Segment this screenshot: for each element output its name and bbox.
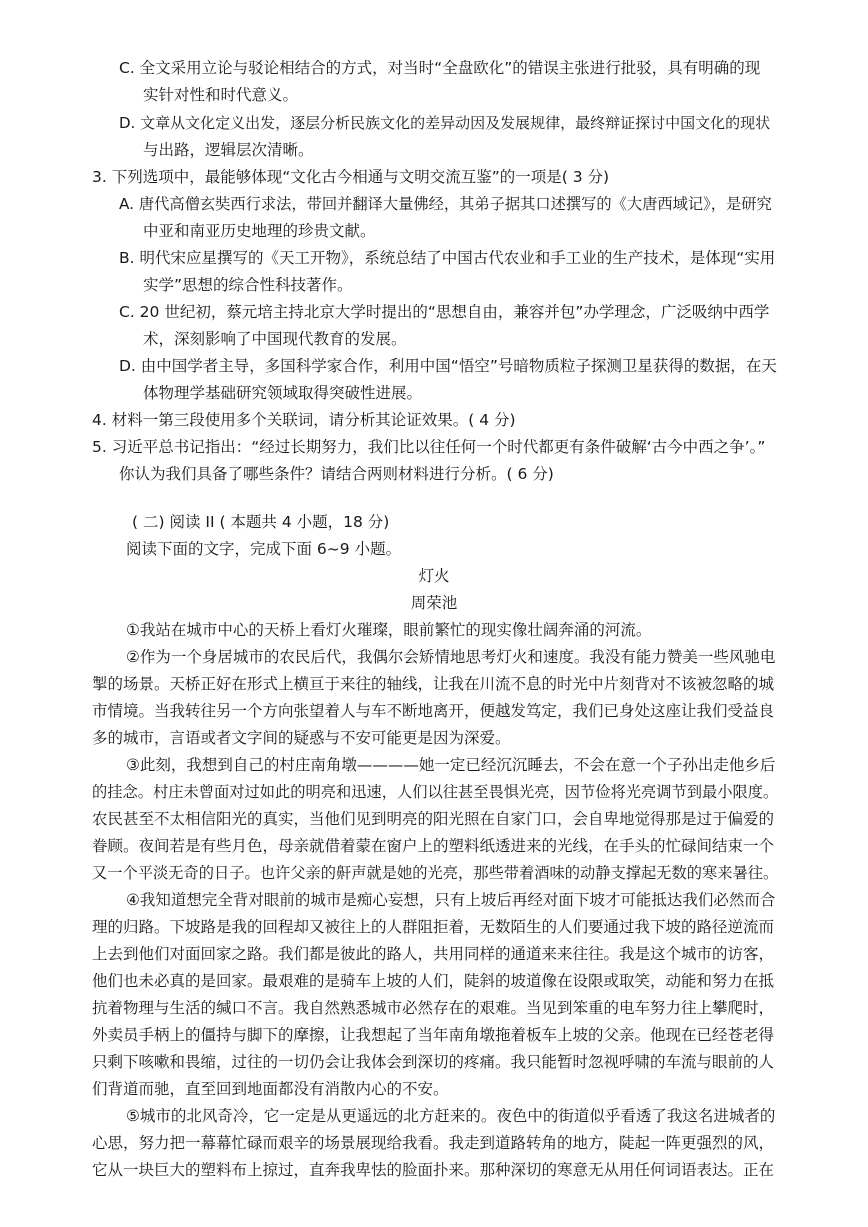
- paragraph-4-line-6: 外卖员手柄上的僵持与脚下的摩擦，让我想起了当年南角墩拖着板车上坡的父亲。他现在已经苍老得: [92, 1026, 775, 1044]
- option-2d-line-1: D. 文章从文化定义出发，逐层分析民族文化的差异动因及发展规律，最终辩证探讨中国文化的现状: [119, 114, 771, 132]
- paragraph-2-line-2: 掣的场景。天桥正好在形式上横亘于来往的轴线，让我在川流不息的时光中片刻背对不该被忽略的城: [92, 675, 775, 693]
- paragraph-4-line-1: ④我知道想完全背对眼前的城市是痴心妄想，只有上坡后再经对面下坡才可能抵达我们必然而合: [126, 891, 776, 909]
- paragraph-5-line-2: 心思，努力把一幕幕忙碌而艰辛的场景展现给我看。我走到道路转角的地方，陡起一阵更强烈的风，: [92, 1134, 775, 1152]
- paragraph-5-line-1: ⑤城市的北风奇冷，它一定是从更遥远的北方赶来的。夜色中的街道似乎看透了我这名进城者的: [126, 1107, 776, 1125]
- paragraph-4-line-3: 上去到他们对面回家之路。我们都是彼此的路人，共用同样的通道来来往往。我是这个城市的访客，: [92, 945, 775, 963]
- paragraph-4-line-4: 他们也未必真的是回家。最艰难的是骑车上坡的人们，陡斜的坡道像在设限或取笑，动能和努力在抵: [92, 972, 775, 990]
- section-instruction: 阅读下面的文字，完成下面 6~9 小题。: [126, 540, 402, 558]
- paragraph-3-line-1: ③此刻，我想到自己的村庄南角墩————她一定已经沉沉睡去，不会在意一个子孙出走他乡后: [126, 756, 776, 774]
- section-heading: ( 二) 阅读 II ( 本题共 4 小题，18 分): [132, 513, 390, 531]
- option-3a-line-1: A. 唐代高僧玄奘西行求法，带回并翻译大量佛经，其弟子据其口述撰写的《大唐西域记》，是研究: [119, 195, 772, 213]
- option-3d-line-1: D. 由中国学者主导，多国科学家合作，利用中国“悟空”号暗物质粒子探测卫星获得的数据，在天: [119, 357, 777, 375]
- option-3a-line-2: 中亚和南亚历史地理的珍贵文献。: [143, 222, 376, 240]
- paragraph-4-line-7: 只剩下咳嗽和畏缩，过往的一切仍会让我体会到深切的疼痛。我只能暂时忽视呼啸的车流与眼前的人: [92, 1053, 775, 1071]
- option-2c-line-2: 实针对性和时代意义。: [143, 86, 299, 104]
- passage-title: 灯火: [418, 567, 450, 585]
- passage-author: 周荣池: [410, 594, 458, 612]
- question-4: 4. 材料一第三段使用多个关联词，请分析其论证效果。( 4 分): [92, 411, 516, 429]
- paragraph-3-line-2: 的挂念。村庄未曾面对过如此的明亮和迅速，人们以往甚至畏惧光亮，因节俭将光亮调节到最小限度。: [92, 783, 779, 801]
- paragraph-3-line-4: 眷顾。夜间若是有些月色，母亲就借着蒙在窗户上的塑料纸透进来的光线，在手头的忙碌间结束一个: [92, 837, 775, 855]
- question-5-line-1: 5. 习近平总书记指出：“经过长期努力，我们比以往任何一个时代都更有条件破解‘古今中西之争’。”: [92, 438, 766, 456]
- paragraph-2-line-3: 市情境。当我转往另一个方向张望着人与车不断地离开，便越发笃定，我们已身处这座让我们受益良: [92, 702, 775, 720]
- paragraph-3-line-3: 农民甚至不太相信阳光的真实，当他们见到明亮的阳光照在自家门口，会自卑地觉得那是过于偏爱的: [92, 810, 775, 828]
- option-3b-line-2: 实学”思想的综合性科技著作。: [143, 276, 353, 294]
- paragraph-4-line-2: 理的归路。下坡路是我的回程却又被往上的人群阻拒着，无数陌生的人们要通过我下坡的路径逆流而: [92, 918, 775, 936]
- paragraph-4-line-5: 抗着物理与生活的缄口不言。我自然熟悉城市必然存在的艰难。当见到笨重的电车努力往上攀爬时，: [92, 999, 775, 1017]
- paragraph-4-line-8: 们背道而驰，直至回到地面都没有消散内心的不安。: [92, 1080, 449, 1098]
- paragraph-5-line-3: 它从一块巨大的塑料布上掠过，直奔我卑怯的脸面扑来。那种深切的寒意无从用任何词语表达。正在: [92, 1161, 775, 1179]
- option-3d-line-2: 体物理学基础研究领域取得突破性进展。: [143, 384, 423, 402]
- question-5-line-2: 你认为我们具备了哪些条件？请结合两则材料进行分析。( 6 分): [119, 465, 554, 483]
- option-2c-line-1: C. 全文采用立论与驳论相结合的方式，对当时“全盘欧化”的错误主张进行批驳，具有明确的现: [119, 59, 761, 77]
- question-3-stem: 3. 下列选项中，最能够体现“文化古今相通与文明交流互鉴”的一项是( 3 分): [92, 168, 610, 186]
- paragraph-2-line-4: 多的城市，言语或者文字间的疑惑与不安可能更是因为深爱。: [92, 729, 511, 747]
- option-3c-line-2: 术，深刻影响了中国现代教育的发展。: [143, 330, 407, 348]
- option-2d-line-2: 与出路，逻辑层次清晰。: [143, 141, 314, 159]
- option-3b-line-1: B. 明代宋应星撰写的《天工开物》，系统总结了中国古代农业和手工业的生产技术，是体现“实用: [119, 249, 776, 267]
- option-3c-line-1: C. 20 世纪初，蔡元培主持北京大学时提出的“思想自由，兼容并包”办学理念，广泛吸纳中西学: [119, 303, 770, 321]
- paragraph-1: ①我站在城市中心的天桥上看灯火璀璨，眼前繁忙的现实像壮阔奔涌的河流。: [126, 621, 652, 639]
- paragraph-2-line-1: ②作为一个身居城市的农民后代，我偶尔会矫情地思考灯火和速度。我没有能力赞美一些风驰电: [126, 648, 776, 666]
- paragraph-3-line-5: 又一个平淡无奇的日子。也许父亲的鼾声就是她的光亮，那些带着酒味的动静支撑起无数的寒来暑往。: [92, 864, 779, 882]
